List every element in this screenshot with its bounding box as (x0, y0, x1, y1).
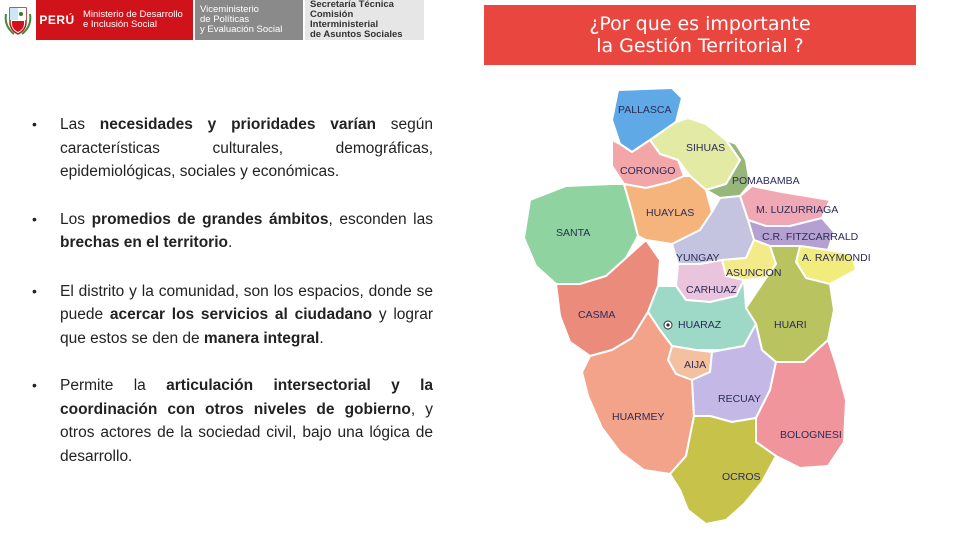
bullet-emphasis: acercar los servicios al ciudadano (109, 306, 373, 323)
title-line-2: la Gestión Territorial ? (596, 35, 804, 57)
bullet-segment: Permite la (60, 377, 167, 394)
institutional-logo-bar (0, 0, 424, 40)
label-huaraz: HUARAZ (678, 319, 722, 331)
bullet-segment: Las (60, 116, 100, 133)
bullet-text (60, 116, 433, 180)
label-casma: CASMA (578, 309, 616, 321)
label-huaylas: HUAYLAS (646, 207, 695, 219)
bullet-emphasis: articulación intersectorial y la coordinación con otros niveles de gobierno (60, 377, 433, 418)
bullet-emphasis: necesidades y prioridades varían (99, 116, 376, 133)
secretariat-line-2: Comisión Interministerial (310, 9, 379, 30)
label-yungay: YUNGAY (676, 252, 720, 264)
bullet-segment: . (319, 329, 324, 347)
ministry-line-1: Ministerio de Desarrollo (83, 9, 183, 20)
bullet-text (60, 211, 433, 252)
label-huari: HUARI (774, 319, 807, 331)
huaraz-capital-marker-icon (664, 321, 672, 329)
label-bolognesi: BOLOGNESI (780, 429, 842, 441)
label-m-luzurriaga: M. LUZURRIAGA (756, 204, 839, 216)
bullet-item (32, 280, 433, 351)
bullet-text (60, 377, 433, 465)
secretariat-name (303, 0, 424, 40)
bullet-segment: El distrito y la comunidad, son los espacios, donde se puede (60, 282, 433, 323)
bullet-item (32, 113, 433, 184)
label-carhuaz: CARHUAZ (686, 284, 737, 296)
bullet-dot-icon: • (32, 282, 37, 299)
secretariat-line-1: Secretaría Técnica (310, 0, 394, 10)
label-cr-fitzcarrald: C.R. FITZCARRALD (762, 231, 859, 243)
bullet-text (60, 283, 433, 347)
label-pomabamba: POMABAMBA (732, 175, 800, 187)
bullet-item (32, 208, 433, 255)
secretariat-line-3: de Asuntos Sociales (310, 29, 403, 40)
title-line-1: ¿Por que es importante (589, 13, 811, 35)
label-asuncion: ASUNCION (726, 267, 782, 279)
label-huarmey: HUARMEY (612, 411, 665, 423)
bullet-segment: según características culturales, demográficas, epidemiológicas, sociales y económicas. (60, 116, 433, 180)
bullet-dot-icon: • (32, 210, 37, 227)
bullet-segment: y lograr que estos se den de (60, 306, 433, 347)
bullet-list (32, 113, 433, 468)
bullet-segment: , y otros actores de la sociedad civil, bajo una lógica de desarrollo. (60, 400, 433, 465)
bullet-emphasis: promedios de grandes ámbitos (91, 210, 329, 228)
label-santa: SANTA (556, 227, 591, 239)
label-a-raymondi: A. RAYMONDI (802, 252, 871, 264)
ancash-provinces-map (500, 80, 880, 540)
peru-label: PERÚ (36, 0, 78, 40)
label-corongo: CORONGO (620, 165, 676, 177)
label-recuay: RECUAY (718, 393, 761, 405)
ministry-name (78, 0, 193, 40)
label-sihuas: SIHUAS (686, 142, 726, 154)
label-ocros: OCROS (722, 471, 761, 483)
bullet-segment: . (227, 234, 233, 251)
bullet-dot-icon: • (32, 377, 37, 393)
vice-ministry-line-1: Viceministerio (200, 4, 259, 15)
vice-ministry-line-2: de Políticas (200, 14, 250, 25)
bullet-emphasis: manera integral (203, 329, 320, 347)
vice-ministry-name (193, 0, 303, 40)
bullet-segment: , esconden las (328, 210, 433, 228)
bullet-segment: Los (60, 210, 92, 228)
bullet-item (32, 374, 433, 468)
label-pallasca: PALLASCA (618, 104, 672, 116)
bullet-dot-icon: • (32, 116, 37, 132)
label-aija: AIJA (684, 359, 707, 371)
vice-ministry-line-3: y Evaluación Social (200, 24, 283, 35)
bullet-emphasis: brechas en el territorio (60, 234, 228, 251)
peru-coat-of-arms-icon (0, 0, 36, 40)
slide-title (484, 5, 916, 65)
ministry-line-2: e Inclusión Social (83, 19, 157, 30)
